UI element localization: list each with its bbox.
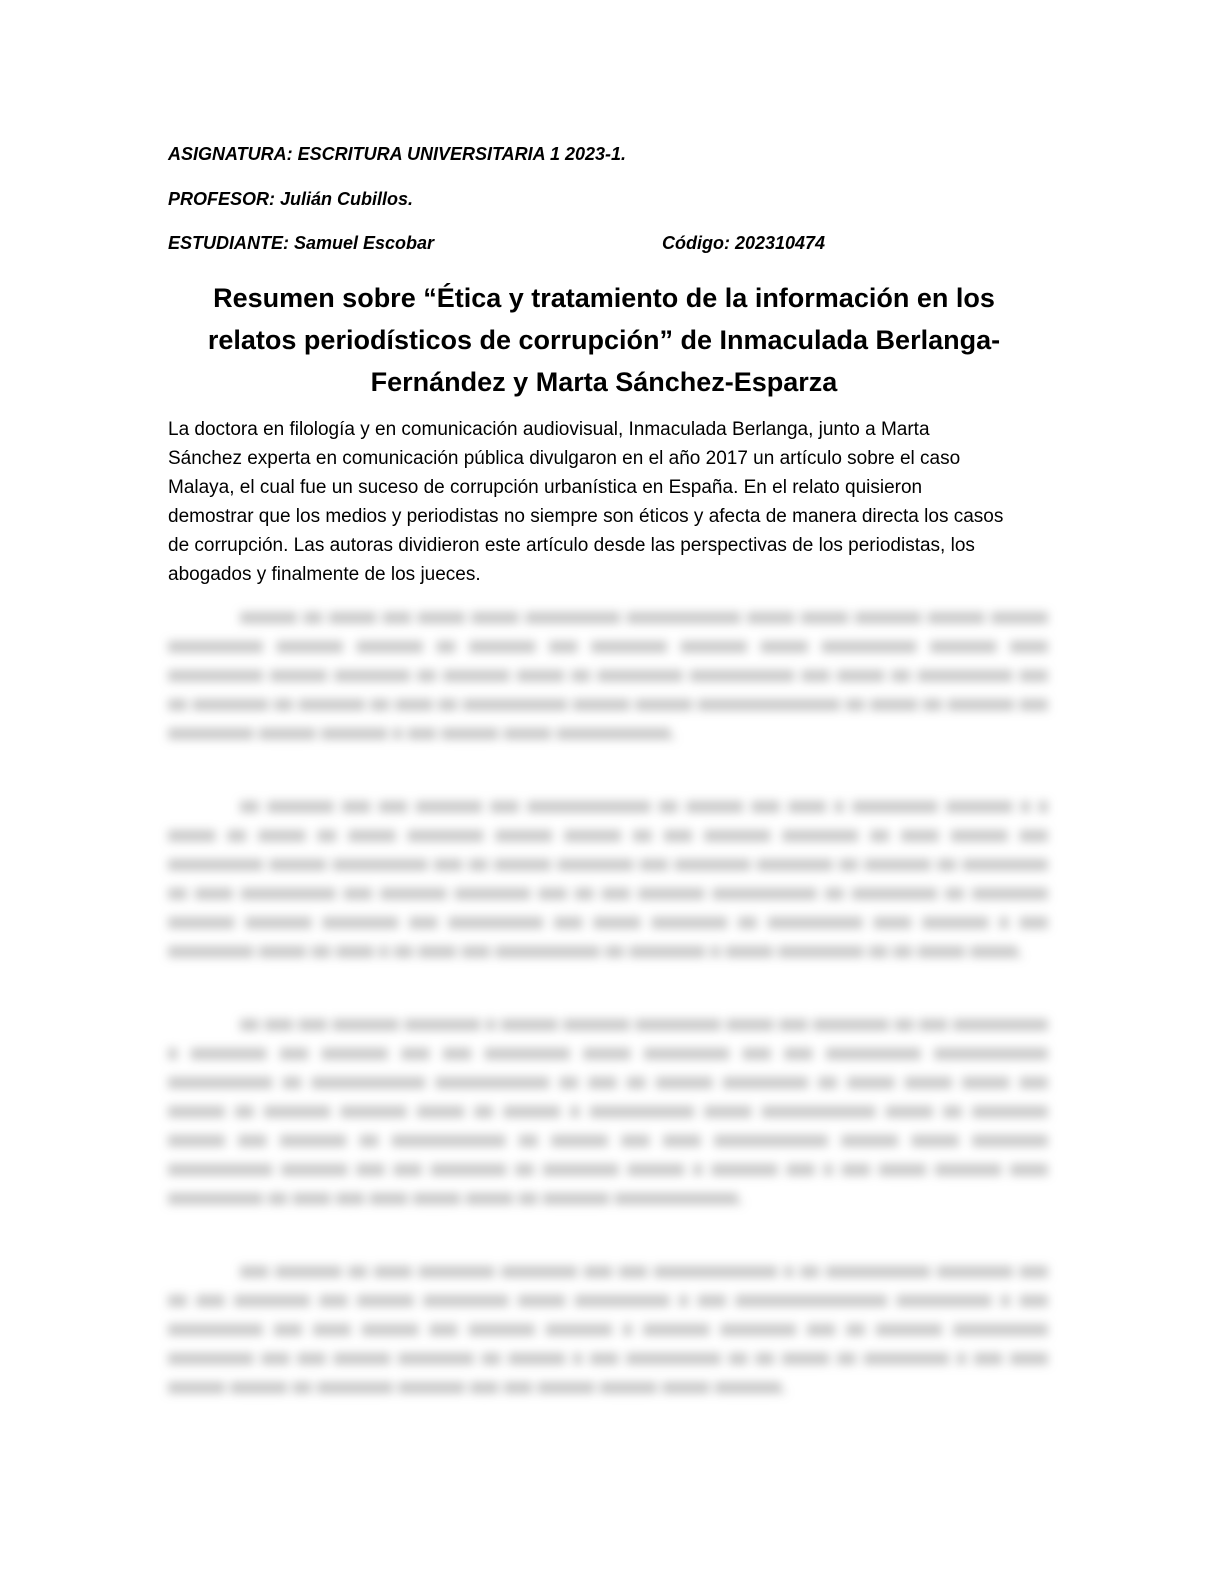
student-code: Código: 202310474 — [662, 233, 826, 253]
blurred-paragraph: xxxxxx xx xxxxx xxx xxxxx xxxxx xxxxxxxxxx xxxxxxxxxxxx xxxxx xxxxx xxxxxxx xxxxxx xxxxxx xxxxxxxxxx xxxxxxx xxxxxxx xx xxxxxxx xxx xxxxxxxx xxxxxxx xxxxx xxxxxxxxxx xxxxxxx xxxx xxxxxxxxxx xxxxxx xxxxxxxx xx xxxxxxx xxxxx xx xxxxxxxxx xxxxxxxxxxx xxx xxxxx xx xxxxxxxxxx xxx xx xxxxxxxx xx xxxxxxx xx xxxx xx xxxxxxxxxxx xxxxxx xxxxxx xxxxxxxxxxxxxxx xx xxxxx xx xxxxxxx xxx xxxxxxxxx xxxxxx xxxxxxx x xxx xxxxxx xxxxx xxxxxxxxxxxx. — [168, 607, 1048, 744]
blurred-paragraph: xxx xxxxxxx xx xxxx xxxxxxxx xxxxxxxx xxx xxx xxxxxxxxxxxxx x xx xxxxxxxxxxx xxxxxxxx xxx xx xxx xxxxxxxx xxx xxxxxx xxxxxxxxx xxxxx xxxxxxxxxx x xxx xxxxxxxxxxxxxxxx xxxxxxxxxx x xxx xxxxxxxxxx xxx xxxx xxxxxx xxx xxxxxxx xxxxxxx x xxxxxxx xxxxxxxx xxx xx xxxxxxx xxxxxxxxxx xxxxxxxxx xxx xxx xxxxxx xxxxxxxx xx xxxxxx x xxx xxxxxxxxxx xx xx xxxxx xx xxxxxxxxx x xxx xxxx xxxxxx xxxxxx xx xxxxxxxx xxxxxxx xxx xxx xxxxxx xxxxxx xxxxx xxxxxxx. — [168, 1261, 1048, 1398]
blurred-paragraph: xx xxxxxxx xxx xxx xxxxxxx xxx xxxxxxxxxxxxx xx xxxxxx xxx xxxx x xxxxxxxxx xxxxxxx x x xxxxx xx xxxxx xx xxxxx xxxxxxxx xxxxxx xxxxxx xx xxx xxxxxxx xxxxxxxx xx xxxx xxxxxx xxx xxxxxxxxxx xxxxxx xxxxxxxxxx xxx xx xxxxxx xxxxxxxx xxx xxxxxxxx xxxxxxxx xx xxxxxxx xx xxxxxxxxx xx xxxx xxxxxxxxxx xxx xxxxxxx xxxxxxxx xxx xx xxx xxxxxxx xxxxxxxxxxx xx xxxxxxxxx xx xxxxxxxx xxxxxxx xxxxxxx xxxxxxxx xxx xxxxxxxxxx xxx xxxxx xxxxxxxx xx xxxxxxxxxx xxxx xxxxxxx x xxx xxxxxxxxx xxxxx xx xxxx x xx xxxx xxx xxxxxxxxxxx xx xxxxxxxx x xxxxx xxxxxxxxx xx xx xxxxx xxxxx. — [168, 796, 1048, 962]
professor-line: PROFESOR: Julián Cubillos. — [168, 189, 414, 209]
document-title: Resumen sobre “Ética y tratamiento de la información en los relatos periodísticos de corrupción” de Inmaculada Berlanga-Fernández y Marta Sánchez-Esparza — [207, 283, 1001, 397]
student-line: ESTUDIANTE: Samuel Escobar — [168, 233, 435, 253]
intro-line: Malaya, el cual fue un suceso de corrupción urbanística en España. En el relato quisieron — [168, 477, 923, 498]
intro-line: Sánchez experta en comunicación pública divulgaron en el año 2017 un artículo sobre el caso — [168, 448, 961, 469]
blurred-paragraph: xx xxx xxx xxxxxxx xxxxxxxx x xxxxxx xxxxxxx xxxxxxxxx xxxxx xxx xxxxxxxx xx xxx xxxxxxxxxx x xxxxxxxx xxx xxxxxxx xxx xxx xxxxxxxxx xxxxx xxxxxxxxx xxx xxx xxxxxxxxxx xxxxxxxxxxxx xxxxxxxxxxx xx xxxxxxxxxxxx xxxxxxxxxxxx xx xxx xx xxxxxx xxxxxxxxx xx xxxxx xxxxx xxxxx xxx xxxxxx xx xxxxxxx xxxxxxx xxxxx xx xxxxxx x xxxxxxxxxxx xxxxx xxxxxxxxxxxx xxxxx xx xxxxxxxx xxxxxx xxx xxxxxxx xx xxxxxxxxxxxx xx xxxxxx xxx xxxx xxxxxxxxxxxx xxxxxx xxxxx xxxxxxxx xxxxxxxxxxx xxxxxxx xxx xxx xxxxxxxx xx xxxxxxxx xxxxxx x xxxxxxx xxx x xxx xxxxx xxxxxxx xxxx xxxxxxxxxx xx xxxx xxx xxxx xxxxx xxxxx xx xxxxxxx xxxxxxxxxxxxx. — [168, 1014, 1048, 1209]
intro-line: abogados y finalmente de los jueces. — [168, 564, 481, 585]
subject-line: ASIGNATURA: ESCRITURA UNIVERSITARIA 1 2023-1. — [168, 144, 627, 164]
intro-line: de corrupción. Las autoras dividieron este artículo desde las perspectivas de los periodistas, los — [168, 535, 975, 556]
intro-line: demostrar que los medios y periodistas no siempre son éticos y afecta de manera directa los casos — [168, 506, 1004, 527]
intro-line: La doctora en filología y en comunicación audiovisual, Inmaculada Berlanga, junto a Marta — [168, 419, 930, 440]
intro-paragraph — [168, 415, 1048, 589]
